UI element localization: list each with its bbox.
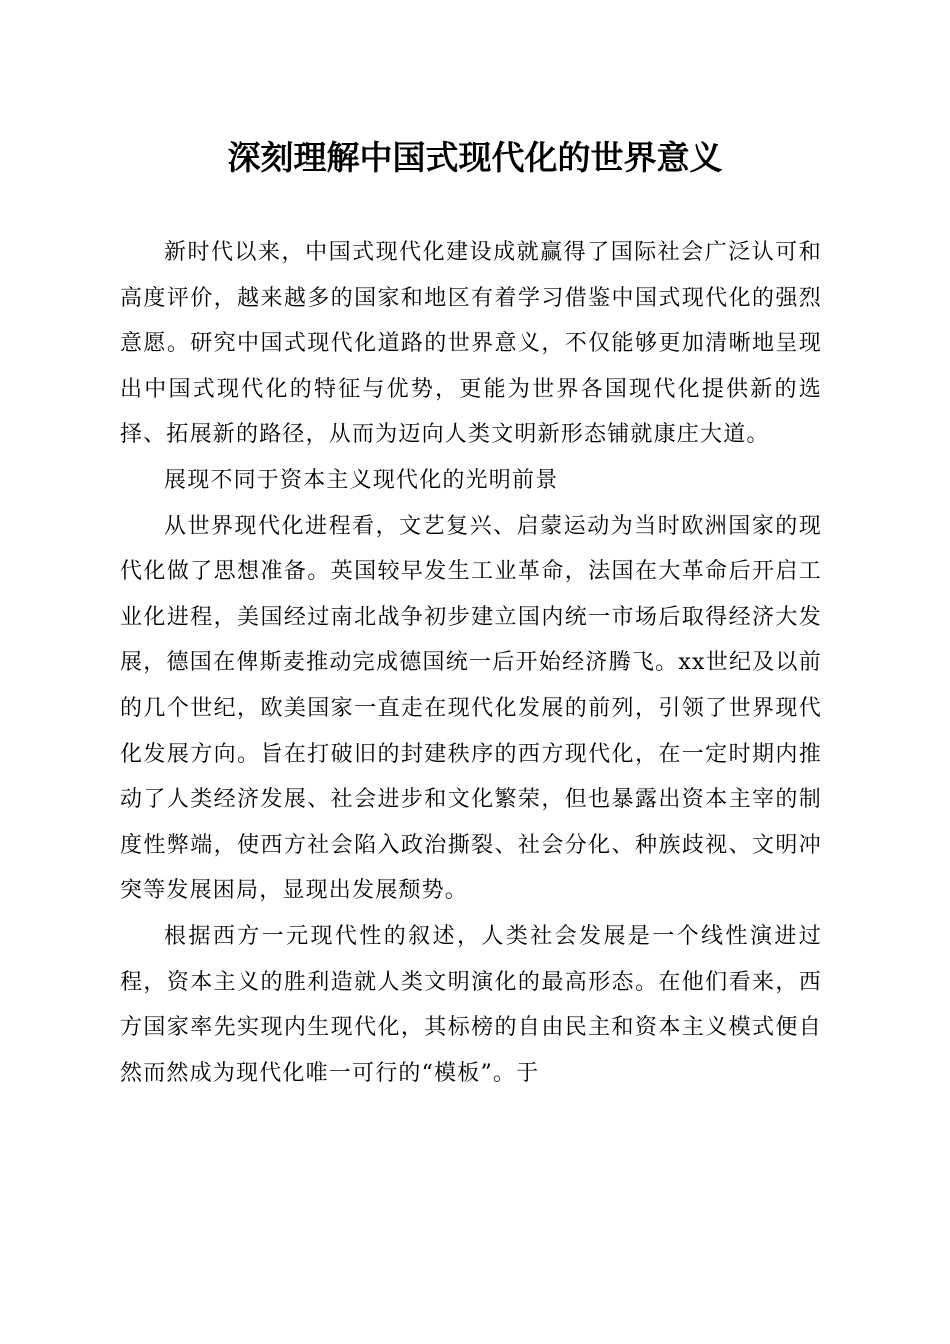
paragraph-history: 从世界现代化进程看，文艺复兴、启蒙运动为当时欧洲国家的现代化做了思想准备。英国较早发生工业革命，法国在大革命后开启工业化进程，美国经过南北战争初步建立国内统一市场后取得经济大发展，德国在俾斯麦推动完成德国统一后开始经济腾飞。xx世纪及以前的几个世纪，欧美国家一直走在现代化发展的前列，引领了世界现代化发展方向。旨在打破旧的封建秩序的西方现代化，在一定时期内推动了人类经济发展、社会进步和文化繁荣，但也暴露出资本主宰的制度性弊端，使西方社会陷入政治撕裂、社会分化、种族歧视、文明冲突等发展困局，显现出发展颓势。 (120, 513, 822, 904)
document-title: 深刻理解中国式现代化的世界意义 (227, 138, 723, 177)
section-heading: 展现不同于资本主义现代化的光明前景 (164, 467, 559, 493)
paragraph-intro: 新时代以来，中国式现代化建设成就赢得了国际社会广泛认可和高度评价，越来越多的国家和地区有着学习借鉴中国式现代化的强烈意愿。研究中国式现代化道路的世界意义，不仅能够更加清晰地呈现出中国式现代化的特征与优势，更能为世界各国现代化提供新的选择、拓展新的路径，从而为迈向人类文明新形态铺就康庄大道。 (120, 240, 822, 448)
document-body (120, 230, 822, 1096)
paragraph-western-narrative: 根据西方一元现代性的叙述，人类社会发展是一个线性演进过程，资本主义的胜利造就人类文明演化的最高形态。在他们看来，西方国家率先实现内生现代化，其标榜的自由民主和资本主义模式便自然而然成为现代化唯一可行的“模板”。于 (120, 923, 822, 1086)
